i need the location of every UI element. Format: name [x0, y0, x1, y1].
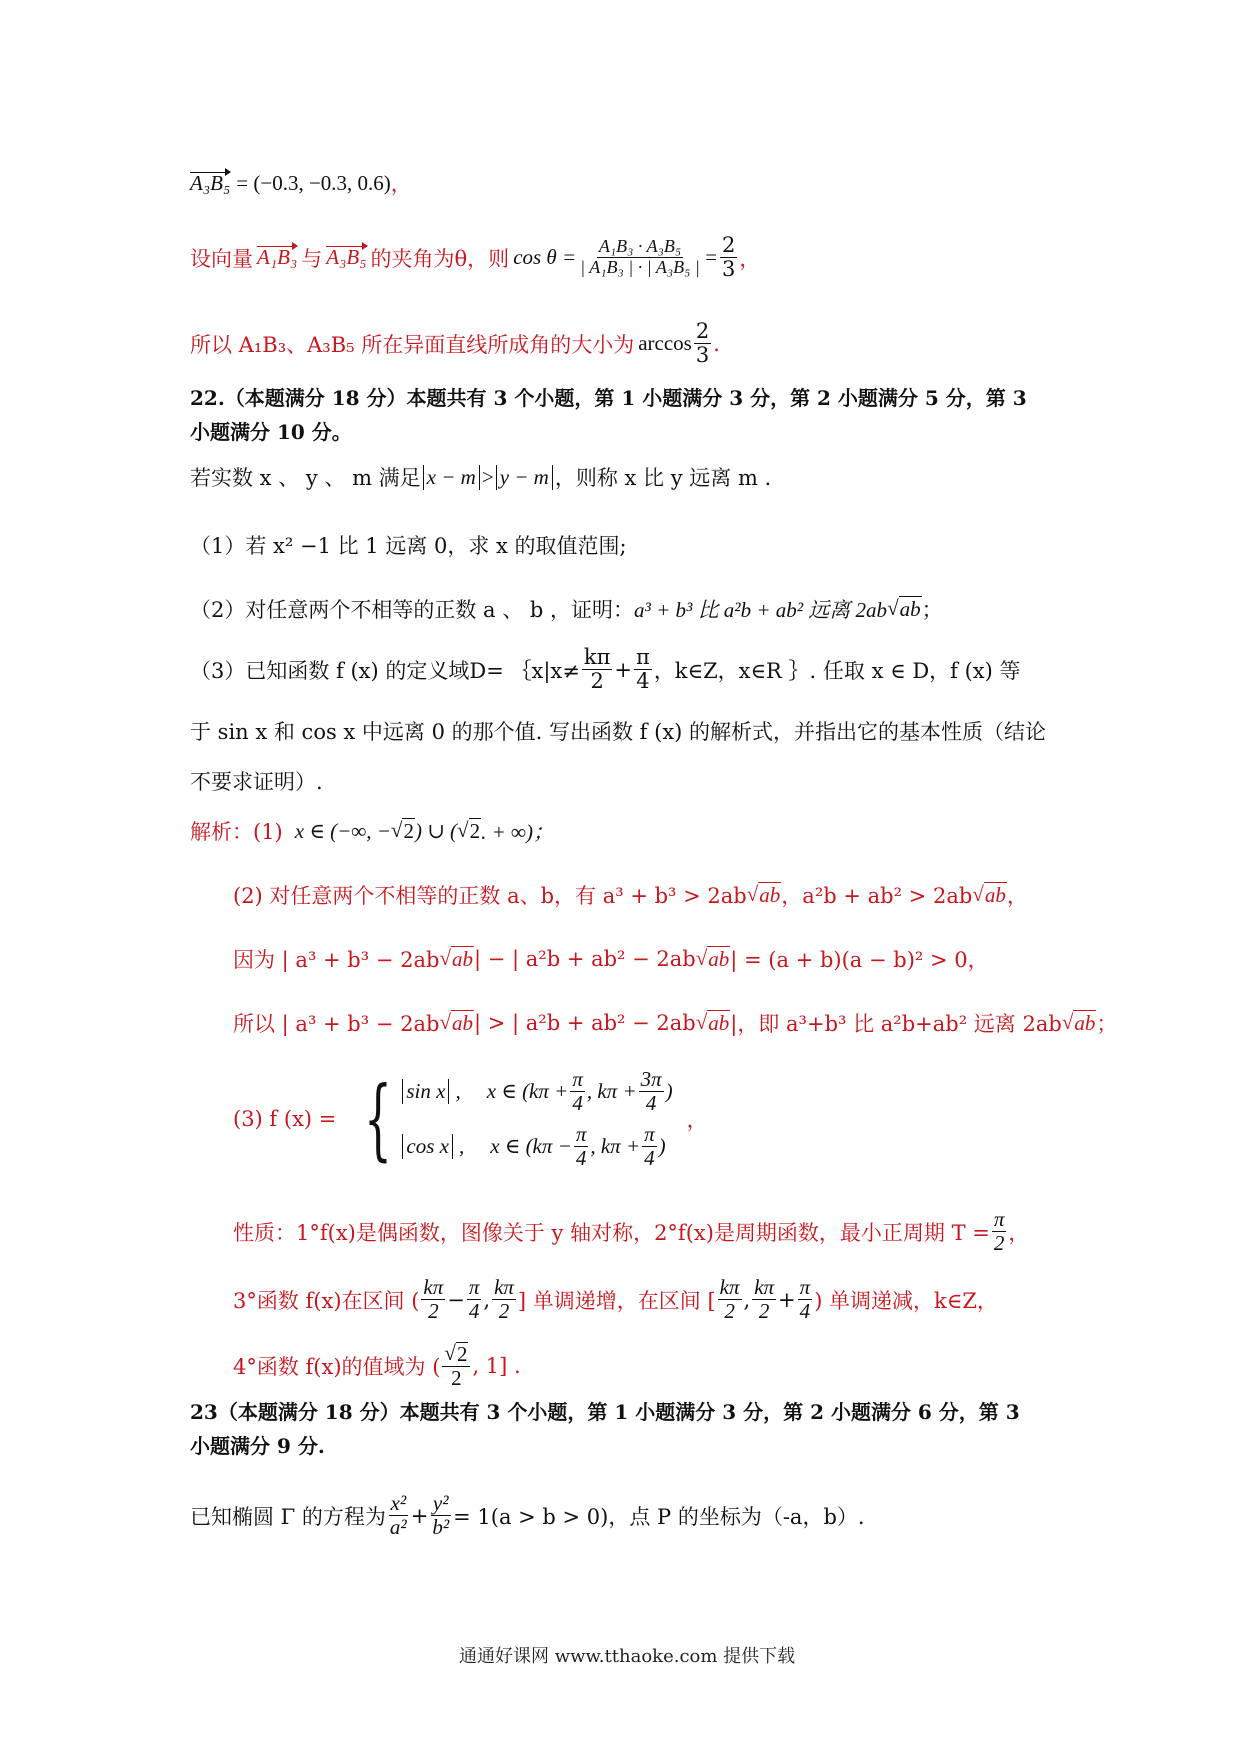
frac-den: 4	[636, 669, 650, 694]
part2-prompt: （2）对任意两个不相等的正数 a 、 b ，证明：	[190, 598, 635, 622]
property-text: ) 单调递减，k∈Z，	[814, 1288, 998, 1313]
frac-den: 2	[451, 1366, 462, 1391]
q22-part3-line1	[190, 646, 1021, 693]
cos-denominator: | A₁B₃ | · | A₃B₅ |	[580, 257, 700, 278]
q22-part3-line3: 不要求证明）.	[190, 770, 323, 794]
frac-den: 4	[575, 1146, 587, 1171]
comma: ,	[483, 1287, 491, 1312]
paren: )	[665, 1079, 673, 1104]
sqrt-2-arg: 2	[403, 819, 414, 843]
case-cond: x ∈ (kπ +	[486, 1079, 569, 1104]
frac	[574, 1123, 589, 1170]
vector-a1b3: A₁B₃	[257, 245, 298, 270]
frac	[642, 1123, 657, 1170]
frac-num: 3π	[640, 1067, 662, 1091]
sol-text: (2) 对任意两个不相等的正数 a、b，有 a³ + b³ > 2ab	[233, 884, 747, 908]
frac	[798, 1276, 813, 1323]
sqrt-ab: √ ab	[887, 596, 921, 621]
frac-num: π	[572, 1067, 583, 1091]
comma: ，	[686, 1108, 708, 1133]
frac-den: 2	[498, 1299, 510, 1324]
union: ) ∪ (	[414, 818, 458, 843]
vector-a3b5-value: = (−0.3, −0.3, 0.6)	[236, 170, 391, 195]
sol22-part2-line3	[233, 1008, 1117, 1038]
frac-den: b²	[432, 1515, 450, 1540]
greater-than: >	[481, 464, 494, 489]
comma: ，	[1008, 1220, 1030, 1245]
frac-num: kπ	[754, 1275, 775, 1299]
result-fraction	[720, 234, 737, 281]
cos-numerator: A₁B₃ · A₃B₅	[598, 236, 682, 257]
vector-a3b5-label: A₃B₅	[190, 170, 231, 195]
case-cond: , kπ +	[590, 1134, 641, 1159]
sqrt-ab-arg: ab	[451, 947, 473, 971]
sqrt-ab-arg: ab	[759, 883, 781, 907]
sqrt-ab: √ ab	[972, 882, 1006, 907]
property-1-2	[233, 1208, 1029, 1255]
q22-definition	[190, 462, 771, 492]
vector-a3b5-line	[190, 168, 412, 198]
frac-den: 2	[993, 1231, 1005, 1256]
sqrt-2-arg: 2	[456, 1342, 468, 1366]
comma: ，	[390, 172, 412, 196]
y2-over-b2	[430, 1492, 451, 1539]
minus: −	[447, 1287, 465, 1312]
sqrt-2-arg: 2	[469, 819, 481, 843]
frac-num: π	[993, 1207, 1005, 1231]
sol22-part2-line1	[233, 880, 1028, 910]
frac	[570, 1068, 585, 1115]
sol-text: | − | a²b + ab² − 2ab	[473, 947, 696, 971]
abs-sin-x: sin x	[402, 1079, 449, 1104]
frac-num: kπ	[494, 1275, 514, 1299]
frac-num: kπ	[583, 645, 611, 669]
semicolon: ；	[1096, 1012, 1118, 1036]
property-text: ] 单调递增，在区间 [	[517, 1288, 716, 1313]
frac-num: π	[636, 645, 650, 669]
result-denominator: 3	[722, 257, 736, 282]
part3-domain-end: ，k∈Z，x∈R ｝. 任取 x ∈ D，f (x) 等	[653, 658, 1021, 683]
sqrt-ab-arg: ab	[1074, 1011, 1096, 1035]
frac	[639, 1068, 664, 1115]
page-footer: 通通好课网 www.tthaoke.com 提供下载	[459, 1646, 796, 1667]
comma: ,	[743, 1287, 751, 1312]
case-cond: , kπ +	[586, 1079, 637, 1104]
paren: )	[658, 1134, 666, 1159]
sol22-part3-piecewise	[233, 1068, 708, 1170]
property-3	[233, 1276, 998, 1323]
property-text: 性质：1°f(x)是偶函数，图像关于 y 轴对称，2°f(x)是周期函数，最小正周期 T =	[233, 1220, 990, 1245]
plus: +	[778, 1287, 796, 1312]
sqrt-ab: √ ab	[439, 946, 473, 971]
frac	[752, 1276, 776, 1323]
left-brace: {	[364, 1067, 393, 1171]
frac	[421, 1276, 445, 1323]
ellipse-text: = 1(a > b > 0)，点 P 的坐标为（-a，b）.	[453, 1504, 865, 1529]
sqrt-2: √ 2	[457, 818, 481, 843]
angle-prefix: 设向量	[190, 246, 253, 271]
angle-mid: 与	[301, 246, 323, 271]
piecewise-label: (3) f (x) =	[233, 1107, 337, 1132]
sqrt-ab: √ ab	[746, 882, 781, 907]
sqrt-ab-arg: ab	[451, 1011, 473, 1035]
arccos-numerator: 2	[695, 319, 710, 343]
q22-part2	[190, 594, 943, 624]
property-text: 3°函数 f(x)在区间 (	[233, 1288, 420, 1313]
cos-theta: cos θ =	[513, 245, 577, 270]
sol-text: ，a²b + ab² > 2ab	[781, 884, 973, 908]
comma: ，	[739, 246, 761, 271]
property-text: 4°函数 f(x)的值域为 (	[233, 1355, 441, 1380]
piecewise-cases	[400, 1068, 672, 1170]
frac-den: 4	[572, 1091, 583, 1116]
sol-text: 所以 | a³ + b³ − 2ab	[233, 1012, 440, 1036]
sqrt-ab: √ ab	[695, 946, 730, 971]
frac-den: 2	[758, 1299, 770, 1324]
abs-cos-x: cos x	[402, 1134, 453, 1159]
cos-fraction	[578, 237, 702, 278]
frac-den: a²	[389, 1515, 407, 1540]
property-text: , 1] .	[472, 1354, 521, 1379]
definition-end: ，则称 x 比 y 远离 m .	[554, 466, 772, 490]
case-cond: x ∈ (kπ −	[490, 1134, 572, 1159]
frac-num: kπ	[719, 1275, 740, 1299]
frac	[718, 1276, 742, 1323]
frac-num: π	[799, 1275, 811, 1299]
frac-den: 2	[428, 1299, 439, 1324]
sqrt-2: √ 2	[442, 1342, 470, 1367]
case-cos: cos x , x ∈ (kπ − $\frac{\pi}{4}$ , kπ + $\frac{\pi}{4}$ )	[400, 1123, 672, 1170]
sqrt-ab-arg: ab	[899, 597, 921, 621]
comma: ，	[1006, 884, 1028, 908]
sqrt2-over-2	[442, 1342, 470, 1390]
frac-den: 2	[590, 669, 604, 694]
sqrt-ab: √ ab	[1061, 1010, 1096, 1035]
frac-num: π	[468, 1275, 480, 1299]
period: .	[713, 331, 720, 356]
frac-den: 4	[799, 1299, 811, 1324]
sqrt-ab: √ ab	[439, 1010, 473, 1035]
abs-y-minus-m: y − m	[496, 465, 553, 490]
plus: +	[410, 1503, 429, 1528]
part3-domain-text: （3）已知函数 f (x) 的定义域D= ｛x|x≠	[190, 658, 580, 683]
sol-text: | > | a²b + ab² − 2ab	[473, 1011, 696, 1035]
frac-num: kπ	[423, 1275, 444, 1299]
definition-text: 若实数 x 、 y 、 m 满足	[190, 466, 421, 490]
frac-den: 4	[644, 1146, 655, 1171]
solution-label: 解析：(1)	[190, 820, 283, 844]
sqrt-ab-arg: ab	[708, 1011, 730, 1035]
frac	[467, 1276, 482, 1323]
sqrt-2: √ 2	[390, 818, 414, 843]
sol-text: 因为 | a³ + b³ − 2ab	[233, 948, 440, 972]
plus: +	[614, 657, 632, 682]
q22-part1: （1）若 x² −1 比 1 远离 0，求 x 的取值范围;	[190, 534, 627, 558]
frac-num: y²	[432, 1491, 449, 1515]
conclusion-line	[190, 320, 720, 367]
case-sin: sin x , x ∈ (kπ + $\frac{\pi}{4}$ , kπ + $\frac{3\pi}{4}$ )	[400, 1068, 672, 1115]
q23-header-1: 23（本题满分 18 分）本题共有 3 个小题，第 1 小题满分 3 分，第 2 小题满分 6 分，第 3	[190, 1400, 1020, 1424]
x2-over-a2	[388, 1492, 409, 1539]
q22-header-2: 小题满分 10 分。	[190, 420, 352, 444]
kpi-over-2	[582, 646, 613, 693]
equals: =	[703, 245, 718, 270]
frac	[492, 1276, 516, 1323]
property-4	[233, 1342, 521, 1390]
part2-expression: a³ + b³ 比 a²b + ab² 远离 2ab	[634, 598, 888, 622]
interval-start: x ∈ (−∞, −	[294, 818, 391, 843]
frac-den: 4	[645, 1091, 657, 1116]
frac-den: 4	[468, 1299, 480, 1324]
q22-part3-line2: 于 sin x 和 cos x 中远离 0 的那个值. 写出函数 f (x) 的解析式，并指出它的基本性质（结论	[190, 720, 1047, 744]
q23-header-2: 小题满分 9 分.	[190, 1434, 325, 1458]
frac-num: π	[644, 1122, 655, 1147]
semicolon: ；	[921, 598, 943, 622]
result-numerator: 2	[722, 233, 736, 257]
frac-num: x²	[390, 1491, 407, 1515]
sqrt-ab: √ ab	[695, 1010, 730, 1035]
sqrt-ab-arg: ab	[984, 883, 1006, 907]
arccos: arccos	[638, 331, 692, 356]
interval-end: . + ∞)；	[481, 820, 554, 844]
arccos-denominator: 3	[695, 343, 710, 368]
pi-over-4	[634, 646, 652, 693]
sol-text: | = (a + b)(a − b)² > 0，	[730, 948, 989, 972]
arccos-fraction	[694, 320, 711, 367]
sol-text: |，即 a³+b³ 比 a²b+ab² 远离 2ab	[730, 1012, 1062, 1036]
sqrt-ab-arg: ab	[708, 947, 730, 971]
pi-over-2	[992, 1208, 1007, 1255]
vector-a3b5: A₃B₅	[326, 245, 367, 270]
abs-x-minus-m: x − m	[423, 465, 480, 490]
frac-den: 2	[724, 1299, 735, 1324]
q23-ellipse-line	[190, 1492, 865, 1539]
sol22-part2-line2	[233, 944, 989, 974]
conclusion-text: 所以 A₁B₃、A₃B₅ 所在异面直线所成角的大小为	[190, 332, 635, 357]
angle-text: 的夹角为θ，则	[370, 246, 510, 271]
ellipse-text: 已知椭圆 Γ 的方程为	[190, 1504, 386, 1529]
q22-header-1: 22.（本题满分 18 分）本题共有 3 个小题，第 1 小题满分 3 分，第 2 小题满分 5 分，第 3	[190, 386, 1027, 410]
frac-num: π	[575, 1122, 587, 1147]
sol22-part1	[190, 816, 554, 846]
angle-formula-line	[190, 234, 760, 281]
